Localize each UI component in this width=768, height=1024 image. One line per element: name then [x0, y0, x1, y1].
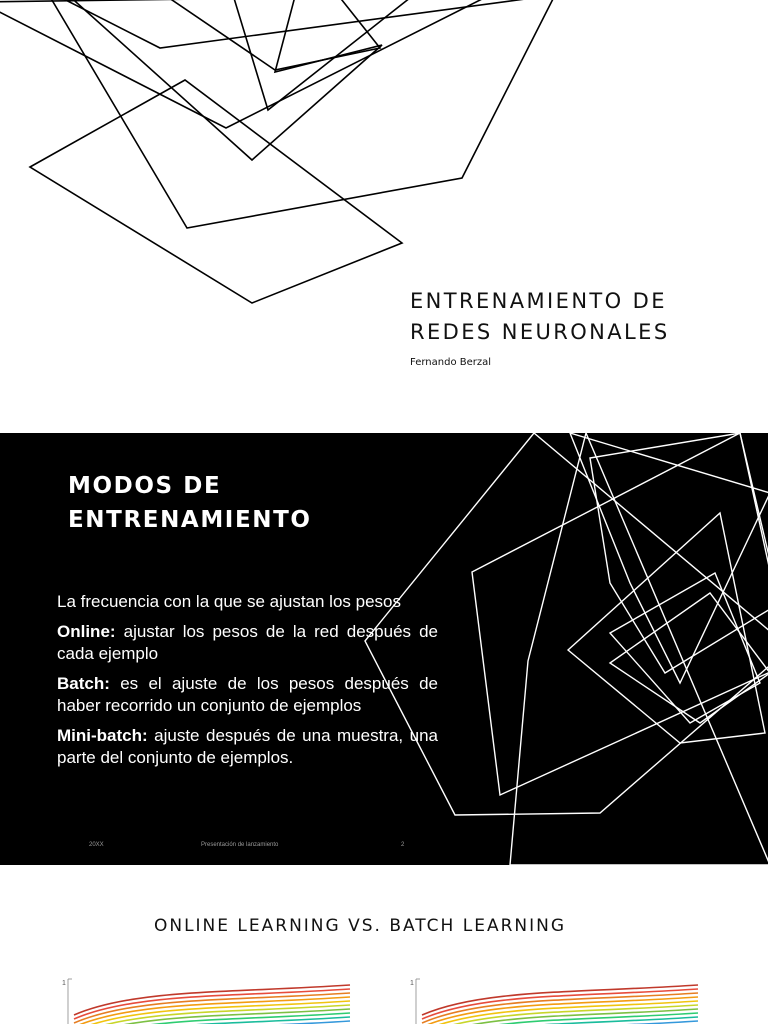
title-slide: [0, 0, 768, 433]
term-label: Online:: [57, 622, 116, 641]
slide-title: ONLINE LEARNING VS. BATCH LEARNING: [153, 916, 567, 936]
term-description: es el ajuste de los pesos después de haber recorrido un conjunto de ejemplos: [57, 674, 438, 715]
author-name: Fernando Berzal: [410, 357, 492, 368]
list-item-batch: [57, 673, 438, 717]
y-axis-label: 1: [62, 980, 66, 987]
slide-body: [57, 591, 438, 777]
learning-curves: [74, 985, 350, 1024]
training-modes-slide: [0, 433, 768, 865]
term-description: ajuste después de una muestra, una parte del conjunto de ejemplos.: [57, 726, 438, 767]
term-label: Mini-batch:: [57, 726, 148, 745]
title-line-1: MODOS DE: [68, 473, 222, 499]
intro-paragraph: La frecuencia con la que se ajustan los pesos: [57, 592, 402, 611]
learning-curves-plot-online: [60, 975, 360, 1024]
footer-page-number: 2: [401, 842, 405, 848]
title-line-1: ENTRENAMIENTO DE: [410, 289, 667, 313]
footer-date: 20XX: [89, 842, 104, 848]
learning-curves-plot-batch: [408, 975, 708, 1024]
presentation-title: [410, 286, 670, 348]
title-line-2: REDES NEURONALES: [410, 320, 670, 344]
title-line-2: ENTRENAMIENTO: [68, 507, 312, 533]
learning-curves: [422, 985, 698, 1024]
list-item-minibatch: [57, 725, 438, 769]
term-label: Batch:: [57, 674, 110, 693]
term-description: ajustar los pesos de la red después de cada ejemplo: [57, 622, 438, 663]
online-vs-batch-slide: [0, 865, 768, 1024]
footer-presentation-name: Presentación de lanzamiento: [201, 842, 279, 848]
y-axis-label: 1: [410, 980, 414, 987]
slide-title: [68, 469, 312, 537]
list-item-online: [57, 621, 438, 665]
geometric-line-decoration: [0, 0, 768, 433]
